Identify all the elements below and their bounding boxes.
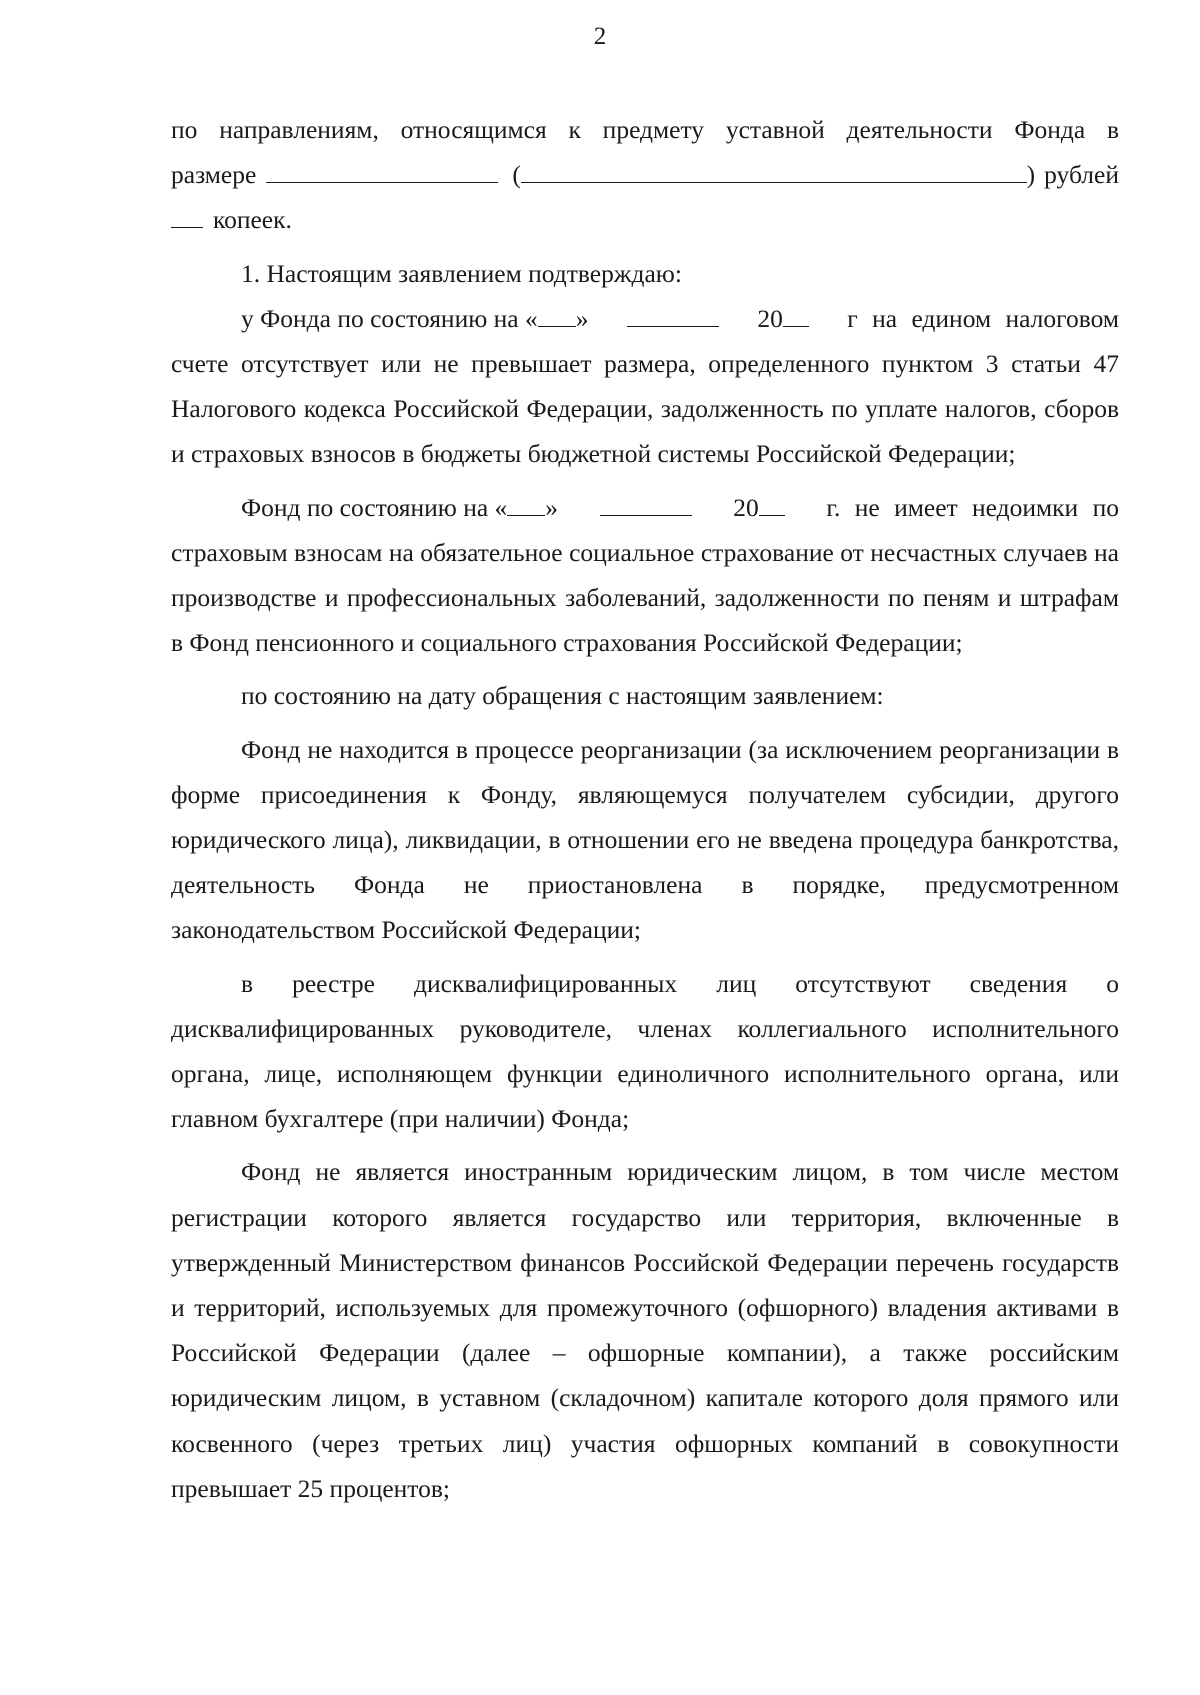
paragraph-disqualified-registry: в реестре дисквалифицированных лиц отсутствуют сведения о дисквалифицированных руководителе, членах коллегиального исполнительного органа, лице, исполняющем функции единоличного исполнительного органа, или главном бухгалтере (при наличии) Фонда; [171, 968, 1119, 1134]
paragraph-tax-debt [171, 296, 1119, 477]
insurance-quote-close: » [545, 492, 559, 522]
insurance-year-prefix: 20 [733, 492, 759, 522]
tax-after-year: г на едином налоговом [847, 303, 1119, 333]
insurance-month-blank[interactable] [600, 492, 692, 516]
insurance-day-blank[interactable] [507, 492, 545, 516]
insurance-date-line [171, 485, 1119, 530]
insurance-year-blank[interactable] [759, 492, 785, 516]
tax-year-blank[interactable] [783, 303, 809, 327]
paren-open: ( [512, 160, 521, 190]
kopecks-label: копеек. [213, 205, 292, 235]
paren-close: ) [1026, 160, 1036, 190]
insurance-paragraph-text: страховым взносам на обязательное социальное страхование от несчастных случаев на производстве и профессиональных заболеваний, задолженности по пеням и штрафам в Фонд пенсионного и социального страхования Российской Федерации; [171, 537, 1119, 658]
paragraph-application-date: по состоянию на дату обращения с настоящим заявлением: [241, 681, 884, 711]
page-number: 2 [593, 23, 607, 50]
amount-digits-blank[interactable] [266, 159, 498, 183]
tax-date-prefix: у Фонда по состоянию на « [241, 303, 538, 333]
paragraph-insurance-debt [171, 485, 1119, 666]
document-body [171, 107, 1119, 1511]
amount-words-blank[interactable] [521, 159, 1027, 183]
tax-month-blank[interactable] [627, 303, 719, 327]
intro-line-1: по направлениям, относящимся к предмету уставной деятельности Фонда в [171, 115, 1119, 144]
insurance-date-prefix: Фонд по состоянию на « [241, 492, 508, 522]
kopecks-blank[interactable] [171, 204, 203, 228]
tax-paragraph-text: счете отсутствует или не превышает размера, определенного пунктом 3 статьи 47 Налогового кодекса Российской Федерации, задолженность по уплате налогов, сборов и страховых взносов в бюджеты бюджетной системы Российской Федерации; [171, 349, 1119, 469]
intro-line-3 [171, 197, 1119, 242]
paragraph-reorganization: Фонд не находится в процессе реорганизации (за исключением реорганизации в форме присоединения к Фонду, являющемуся получателем субсидии, другого юридического лица), ликвидации, в отношении его не введена процедура банкротства, деятельность Фонда не приостановлена в порядке, предусмотренном законодательством Российской Федерации; [171, 734, 1119, 945]
intro-line-2 [171, 152, 1119, 197]
tax-day-blank[interactable] [538, 303, 576, 327]
tax-quote-close: » [575, 303, 589, 333]
paragraph-foreign-entity: Фонд не является иностранным юридическим лицом, в том числе местом регистрации которого является государство или территория, включенные в утвержденный Министерством финансов Российской Федерации перечень государств и территорий, используемых для промежуточного (офшорного) владения активами в Российской Федерации (далее – офшорные компании), а также российским юридическим лицом, в уставном (складочном) капитале которого доля прямого или косвенного (через третьих лиц) участия офшорных компаний в совокупности превышает 25 процентов; [171, 1157, 1119, 1503]
rubles-label: рублей [1044, 160, 1119, 190]
insurance-after-year: г. не имеет недоимки по [826, 492, 1119, 522]
tax-date-line [171, 296, 1119, 341]
item-1-heading: 1. Настоящим заявлением подтверждаю: [241, 258, 682, 288]
tax-year-prefix: 20 [757, 303, 783, 333]
intro-amount-label: размере [171, 160, 257, 190]
